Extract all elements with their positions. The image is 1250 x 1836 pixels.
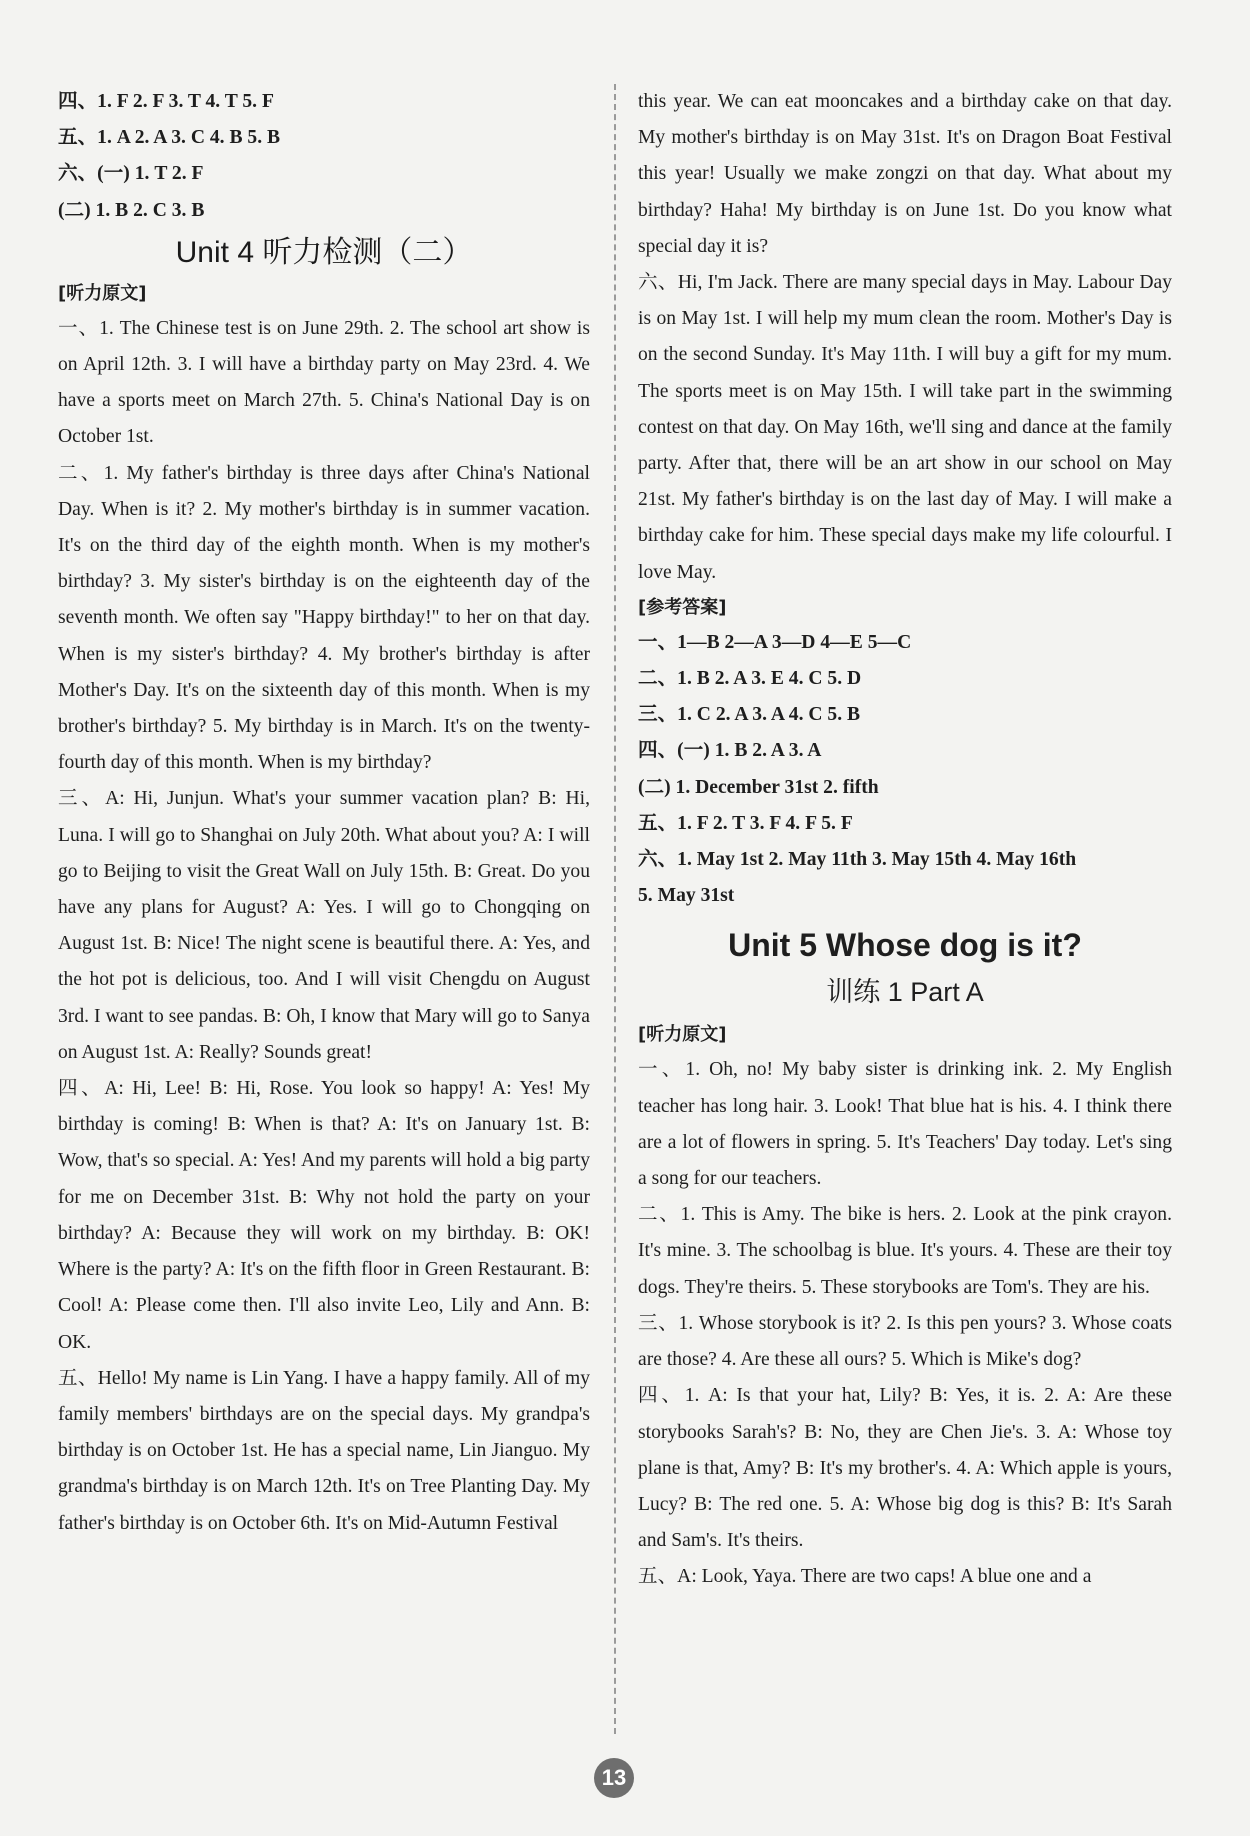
reference-answers-tag: [参考答案] — [638, 596, 727, 618]
listening-script-tag: [听力原文] — [638, 1024, 727, 1046]
answer-line: (二) 1. B 2. C 3. B — [58, 199, 205, 221]
answer-line: 一、1—B 2—A 3—D 4—E 5—C — [638, 631, 912, 653]
script-paragraph: 四、1. A: Is that your hat, Lily? B: Yes, it is. 2. A: Are these storybooks Sarah's? B: No, they are Chen Jie's. 3. A: Whose toy plane is that, Amy? B: It's my brother's. 4. A: Which apple is yours, Lucy? B: The red one. 5. A: Whose big dog is this? B: It's Sarah and Sam's. It's theirs. — [638, 1385, 1172, 1552]
answer-line: 5. May 31st — [638, 885, 735, 907]
script-paragraph: 二、1. This is Amy. The bike is hers. 2. Look at the pink crayon. It's mine. 3. The schoolbag is blue. It's yours. 4. These are their toy dogs. They're theirs. 5. These storybooks are Tom's. They are his. — [638, 1204, 1172, 1298]
answer-line: 五、1. A 2. A 3. C 4. B 5. B — [58, 127, 281, 149]
page-number-badge: 13 — [594, 1758, 634, 1798]
script-paragraph: 一、1. The Chinese test is on June 29th. 2. The school art show is on April 12th. 3. I will have a birthday party on May 23rd. 4. We have a sports meet on March 27th. 5. China's National Day is on October 1st. — [58, 317, 590, 448]
unit4-heading: Unit 4 听力检测（二） — [175, 235, 473, 269]
script-paragraph: 一、1. Oh, no! My baby sister is drinking ink. 2. My English teacher has long hair. 3. Look! That blue hat is his. 4. I think there are a lot of flowers in spring. 5. It's Teachers' Day today. Let's sing a song for our teachers. — [638, 1059, 1172, 1190]
answer-line: 三、1. C 2. A 3. A 4. C 5. B — [638, 704, 861, 726]
left-column — [58, 84, 590, 1542]
training-subheading: 训练 1 Part A — [826, 977, 984, 1008]
listening-script-tag: [听力原文] — [58, 282, 147, 304]
right-column — [638, 84, 1172, 1596]
answer-line: 四、1. F 2. F 3. T 4. T 5. F — [58, 91, 274, 112]
script-paragraph: 五、Hello! My name is Lin Yang. I have a happy family. All of my family members' birthdays are on the special days. My grandpa's birthday is on October 1st. He has a special name, Lin Jianguo. My grandma's birthday is on March 12th. It's on Tree Planting Day. My father's birthday is on October 6th. It's on Mid-Autumn Festival — [58, 1367, 590, 1534]
script-paragraph: 五、A: Look, Yaya. There are two caps! A blue one and a — [638, 1566, 1092, 1588]
script-paragraph: 二、1. My father's birthday is three days after China's National Day. When is it? 2. My mother's birthday is in summer vacation. It's on the third day of the eighth month. When is my mother's birthday? 3. My sister's birthday is on the eighteenth day of the seventh month. We often say "Happy birthday!" to her on that day. When is my sister's birthday? 4. My brother's birthday is after Mother's Day. It's on the sixteenth day of this month. When is my brother's birthday? 5. My birthday is in March. It's on the twenty-fourth day of this month. When is my birthday? — [58, 462, 590, 774]
script-paragraph: this year. We can eat mooncakes and a birthday cake on that day. My mother's birthday is on May 31st. It's on Dragon Boat Festival this year! Usually we make zongzi on that day. What about my birthday? Haha! My birthday is on June 1st. Do you know what special day it is? — [638, 91, 1172, 257]
script-paragraph: 三、1. Whose storybook is it? 2. Is this pen yours? 3. Whose coats are those? 4. Are these all ours? 5. Which is Mike's dog? — [638, 1312, 1172, 1371]
column-divider — [614, 84, 616, 1734]
answer-line: 六、(一) 1. T 2. F — [58, 163, 204, 185]
script-paragraph: 三、A: Hi, Junjun. What's your summer vacation plan? B: Hi, Luna. I will go to Shanghai on July 20th. What about you? A: I will go to Beijing to visit the Great Wall on July 15th. B: Great. Do you have any plans for August? A: Yes. I will go to Chongqing on August 1st. B: Nice! The night scene is beautiful there. A: Yes, and the hot pot is delicious, too. And I will visit Chengdu on August 3rd. I want to see pandas. B: Oh, I know that Mary will go to Sanya on August 1st. A: Really? Sounds great! — [58, 788, 590, 1063]
answer-line: 二、1. B 2. A 3. E 4. C 5. D — [638, 668, 862, 690]
script-paragraph: 四、A: Hi, Lee! B: Hi, Rose. You look so happy! A: Yes! My birthday is coming! B: When is that? A: It's on January 1st. B: Wow, that's so special. A: Yes! And my parents will hold a big party for me on December 31st. B: Why not hold the party on your birthday? A: Because they will work on my birthday. B: OK! Where is the party? A: It's on the fifth floor in Green Restaurant. B: Cool! A: Please come then. I'll also invite Leo, Lily and Ann. B: OK. — [58, 1078, 590, 1353]
unit5-heading: Unit 5 Whose dog is it? — [728, 927, 1082, 964]
answer-line: 五、1. F 2. T 3. F 4. F 5. F — [638, 812, 853, 834]
script-paragraph: 六、Hi, I'm Jack. There are many special days in May. Labour Day is on May 1st. I will help my mum clean the room. Mother's Day is on the second Sunday. It's May 11th. I will buy a gift for my mum. The sports meet is on May 15th. I will take part in the swimming contest on that day. On May 16th, we'll sing and dance at the family party. After that, there will be an art show in our school on May 21st. My father's birthday is on the last day of May. I will make a birthday cake for him. These special days make my life colourful. I love May. — [638, 272, 1172, 583]
answer-line: (二) 1. December 31st 2. fifth — [638, 776, 879, 798]
answer-line: 六、1. May 1st 2. May 11th 3. May 15th 4. May 16th — [638, 849, 1077, 871]
answer-line: 四、(一) 1. B 2. A 3. A — [638, 740, 822, 762]
